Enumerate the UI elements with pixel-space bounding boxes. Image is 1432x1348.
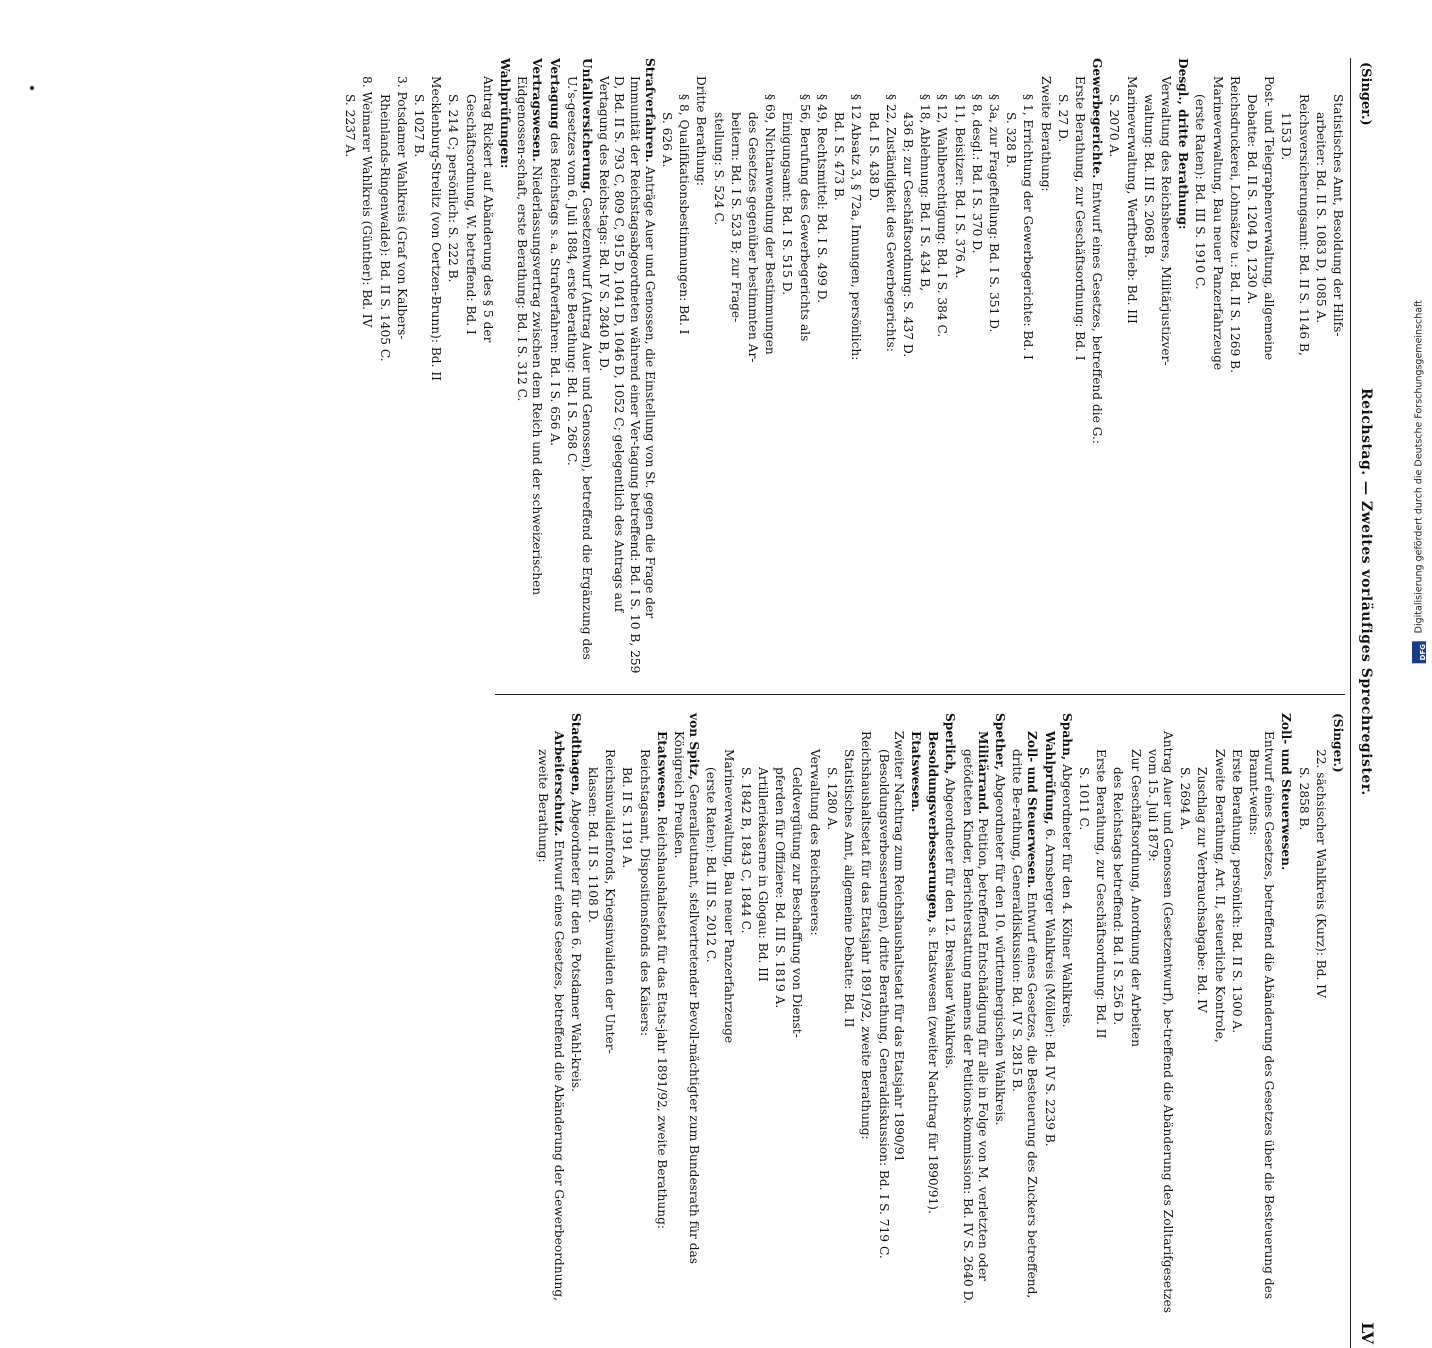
entry-text: Generalleutnant, stellvertretender Bevoll-mächtigter zum Bundesrath für das Königreich Preußen. (672, 731, 702, 1265)
entry-text: beitern: Bd. I S. 523 B; zur Frage- (728, 112, 743, 323)
entry-text: S. 1280 A. (824, 767, 839, 831)
entry-text: Anträge Auer und Genossen, die Einstellung von St. gegen die Frage der Immunität der Reichstagsabgeordneten während einer Ver-tagung betreffend: Bd. I S. 10 B, 259 D, Bd. II S. 793 C, 809 C, 915 D, 1041 D, 1046 D, 1052 C; gelegentlich des Antrags auf Vertagung des Reichs-tags: Bd. IV S. 2840 B, D. (597, 76, 657, 674)
register-entry (480, 58, 495, 678)
entry-text: 6. Arnsberger Wahlkreis (Möller): Bd. IV S. 2239 B. (1042, 828, 1057, 1147)
register-entry (564, 58, 594, 678)
entry-text: § 49, Rechtsmittel: Bd. I S. 499 D. (814, 94, 829, 303)
rotated-page (85, 58, 1377, 1344)
register-entry (934, 58, 949, 678)
register-entry (428, 58, 443, 678)
entry-text: Abgeordneter für den 4. Kölner Wahlkreis. (1059, 764, 1074, 1028)
entry-text: Entwurf eines Gesetzes, betreffend die G.: (1090, 182, 1105, 445)
register-entry (992, 713, 1007, 1333)
entry-text: klassen: Bd. II S. 1108 D. (586, 767, 601, 923)
entry-text: Antrag Rickert auf Abänderung des § 5 der (480, 76, 495, 343)
entry-text: 22. sächsischer Wahlkreis (Kurz): Bd. IV (1313, 749, 1328, 998)
page-title: Reichstag. — Zweites vorläufiges Sprechregister. (1358, 388, 1374, 796)
register-entry (654, 713, 669, 1333)
register-entry (951, 58, 966, 678)
register-entry (745, 58, 760, 678)
register-entry (908, 713, 923, 1333)
register-entry (1003, 58, 1018, 678)
entry-text: § 11, Beisitzer: Bd. I S. 376 A. (952, 94, 967, 279)
register-entry (772, 713, 787, 1333)
entry-text: Geschäftsordnung, W. betreffend: Bd. I (463, 94, 478, 335)
entry-text: Abgeordneter für den 12. Breslauer Wahlkreis. (943, 778, 958, 1069)
entry-text: des Reichstags betreffend: Bd. I S. 256 D. (1111, 767, 1126, 1026)
entry-text: Reichshaushaltsetat für das Etatsjahr 1891/92, zweite Berathung: (859, 731, 874, 1140)
register-entry (1059, 713, 1074, 1333)
entry-heading: Vertragswesen. (530, 58, 545, 162)
entry-heading: Spahn, (1059, 713, 1074, 761)
entry-text: Reichsinvalidenfonds, Kriegsinvaliden der Unter- (603, 749, 618, 1054)
register-entry (883, 58, 898, 678)
register-entry (1110, 713, 1125, 1333)
entry-text: Rheinlands-Ringenwalde): Bd. II S. 1405 C. (377, 94, 392, 362)
entry-text: 3. Potsdamer Wahlkreis (Graf von Kalbers- (394, 76, 409, 340)
register-entry (1209, 58, 1224, 678)
register-entry (693, 58, 708, 678)
entry-text: waltung: Bd. III S. 2068 B. (1141, 94, 1156, 259)
register-entry (1246, 713, 1276, 1333)
register-entry (1145, 713, 1175, 1333)
entry-heading: Strafverfahren. (642, 58, 657, 163)
entry-text: Marineverwaltung, Bau neuer Panzerfahrzeuge (721, 749, 736, 1044)
entry-heading: (Singer.) (1331, 713, 1345, 773)
register-entry (1020, 58, 1035, 678)
register-entry (1211, 713, 1226, 1333)
entry-text: Reichsversicherungsamt: Bd. II S. 1146 B, (1296, 94, 1311, 356)
entry-text: pferden für Offiziere: Bd. III S. 1819 A. (773, 767, 788, 1009)
register-entry (1158, 58, 1173, 678)
register-entry (720, 713, 735, 1333)
register-entry (797, 58, 812, 678)
entry-text: S. 1027 B. (412, 94, 427, 158)
entry-text: S. 1842 B, 1843 C, 1844 C. (738, 767, 753, 934)
register-entry (900, 58, 915, 678)
entry-text: Marineverwaltung, Bau neuer Panzerfahrzeuge (1210, 76, 1225, 371)
register-entry (1278, 58, 1293, 678)
register-entry (1313, 58, 1328, 678)
register-entry (1141, 58, 1156, 678)
entry-text: Zweite Berathung: (1038, 76, 1053, 192)
register-entry (703, 713, 718, 1333)
register-entry (1127, 713, 1142, 1333)
entry-text: des Reichstags s. a. Strafverfahren: Bd. I S. 656 A. (547, 132, 562, 447)
register-entry (585, 713, 600, 1333)
register-entry (1089, 58, 1104, 678)
entry-text: S. 2237 A. (343, 94, 358, 158)
register-entry (546, 58, 561, 678)
entry-heading: Zoll- und Steuerwesen. (1279, 713, 1294, 871)
entry-heading: von Spitz, (687, 713, 702, 781)
entry-text: Zur Geschäftsordnung, Anordnung der Arbeiten (1128, 749, 1143, 1047)
entry-text: Mecklenburg-Strelitz (von Oertzen-Brunn): Bd. II (429, 76, 444, 381)
entry-text: § 69, Nichtanwendung der Bestimmungen (763, 94, 778, 355)
entry-heading: Wahlprüfung, (1042, 731, 1057, 825)
page-header (1350, 58, 1375, 1348)
entry-text: Einigungsamt: Bd. I S. 515 D. (780, 112, 795, 296)
register-entry (1123, 58, 1138, 678)
entry-heading: Arbeiterschutz. (551, 731, 566, 837)
register-entry (445, 58, 460, 678)
entry-heading: Gewerbegerichte. (1090, 58, 1105, 179)
entry-text: S. 214 C; persönlich: S. 222 B. (446, 94, 461, 283)
entry-text: Antrag Auer und Genossen (Gesetzentwurf), be-treffend die Abänderung des Zolltarifgesetzes vom 15. Juli 1879: (1145, 731, 1175, 1313)
entry-text: (erste Raten): Bd. III S. 2012 C. (704, 767, 719, 963)
entry-text: s. Etatswesen (zweiter Nachtrag für 1890/91). (926, 926, 941, 1214)
register-entry (1278, 713, 1293, 1333)
register-entry (875, 713, 905, 1333)
entry-text: (erste Raten): Bd. III S. 1910 C. (1193, 94, 1208, 290)
register-entry (676, 58, 691, 678)
entry-text: Bd. I S. 473 B. (832, 112, 847, 201)
entry-text: Erste Berathung, zur Geschäftsordnung: Bd. I (1072, 76, 1087, 361)
register-entry (376, 58, 391, 678)
register-entry (1330, 58, 1345, 678)
register-entry (1106, 58, 1121, 678)
register-entry (858, 713, 873, 1333)
entry-text: Gesetzentwurf (Antrag Auer und Genossen), betreffend die Ergänzung des U.'s-gesetzes vom 6. Juli 1884, erste Berathung: Bd. I S. 268 C. (564, 76, 595, 660)
register-entry (1055, 58, 1070, 678)
register-entry (1229, 713, 1244, 1333)
entry-text: § 12, Wahlberechtigung: Bd. I S. 384 C. (935, 94, 950, 338)
credit-text: Digitalisierung gefördert durch die Deutsche Forschungsgemeinschaft (1413, 300, 1425, 634)
register-entry (1244, 58, 1259, 678)
scan-speck (30, 86, 34, 90)
entry-heading: Unfallversicherung. (580, 58, 595, 194)
entry-heading: Stadthagen, (568, 713, 583, 796)
register-entry (738, 713, 753, 1333)
register-entry (1093, 713, 1108, 1333)
entry-text: S. 27 D. (1055, 94, 1070, 143)
register-entry (789, 713, 804, 1333)
register-entry (535, 713, 565, 1333)
register-entry (596, 58, 657, 678)
register-entry (636, 713, 651, 1333)
entry-heading: Militärrand. (975, 731, 990, 815)
register-entry (865, 58, 880, 678)
entry-text: Erste Berathung, persönlich: Bd. II S. 1300 A. (1229, 749, 1244, 1034)
dfg-logo: DFG (1412, 641, 1426, 663)
entry-text: Zweite Berathung, Art. II, steuerliche Kontrole, (1212, 749, 1227, 1043)
register-entry (411, 58, 426, 678)
register-entry (1261, 58, 1276, 678)
entry-text: § 18, Ablehnung: Bd. I S. 434 B, (918, 94, 933, 291)
entry-text: 436 B; zur Geschäftsordnung: S. 437 D. (900, 112, 915, 358)
register-entry (807, 713, 822, 1333)
entry-text: Petition, betreffend Entschädigung für alle in Folge von M. verletzten oder getödteten Kinder, Berichterstattung namens der Petitions-kommission: Bd. IV S. 2640 D. (960, 749, 990, 1304)
entry-text: Reichsdruckerei, Lohnsätze u.: Bd. II S. 1269 B. (1227, 76, 1242, 373)
register-entry (497, 58, 512, 678)
register-entry (462, 58, 477, 678)
register-entry (917, 58, 932, 678)
entry-text: Geldvergütung zur Beschaffung von Dienst- (790, 767, 805, 1038)
register-entry (1175, 58, 1190, 678)
left-column (340, 58, 1345, 678)
register-entry (969, 58, 984, 678)
entry-text: Statistisches Amt, allgemeine Debatte: Bd. II (842, 749, 857, 1028)
entry-text: Verwaltung des Reichsheeres, Militärjustizver- (1158, 76, 1173, 366)
entry-text: § 8, desgl.: Bd. I S. 370 D. (969, 94, 984, 254)
entry-text: Verwaltung des Reichsheeres: (807, 749, 822, 936)
entry-text: Dritte Berathung: (694, 76, 709, 186)
entry-text: Statistisches Amt, Besoldung der Hilfs- (1331, 94, 1345, 337)
entry-heading: Spether, (992, 713, 1007, 771)
register-entry (1295, 713, 1310, 1333)
running-head-left: (Singer.) (1358, 62, 1373, 126)
entry-text: § 8, Qualifikationsbestimmungen: Bd. I (677, 94, 692, 335)
register-entry (1041, 713, 1056, 1333)
entry-text: § 1, Errichtung der Gewerbegerichte: Bd. I (1021, 94, 1036, 360)
register-entry (986, 58, 1001, 678)
register-entry (762, 58, 777, 678)
digitization-credit (1412, 300, 1426, 663)
register-entry (1313, 713, 1328, 1333)
register-entry (671, 713, 701, 1333)
entry-text: S. 2070 A. (1107, 94, 1122, 158)
entry-text: S. 1011 C. (1076, 767, 1091, 831)
page-number: LV (1358, 1322, 1377, 1344)
entry-text: Zweiter Nachtrag zum Reichshaushaltsetat für das Etatsjahr 1890/91 (Besoldungsverbesserungen), dritte Berathung, Generaldiskussion: Bd. I S. 719 C. (876, 731, 906, 1259)
entry-text: Bd. II S. 1191 A. (620, 767, 635, 869)
entry-text: 1153 D. (1279, 112, 1294, 161)
register-entry (841, 713, 856, 1333)
register-entry (1227, 58, 1242, 678)
entry-text: Marineverwaltung, Werftbetrieb: Bd. III (1124, 76, 1139, 324)
register-entry (959, 713, 989, 1333)
right-column (533, 713, 1345, 1333)
register-entry (925, 713, 940, 1333)
entry-heading: Besoldungsverbesserungen, (926, 731, 941, 923)
register-entry (394, 58, 409, 678)
entry-text: Zuschlag zur Verbrauchsabgabe: Bd. IV (1195, 767, 1210, 1013)
register-entry (514, 58, 544, 678)
entry-text: des Gesetzes gegenüber bestimmten Ar- (746, 112, 761, 363)
entry-text: Bd. I S. 438 D. (866, 112, 881, 202)
entry-heading: Zoll- und Steuerwesen. (1025, 731, 1040, 889)
entry-text: Abgeordneter für den 10. württembergischen Wahlkreis. (992, 773, 1007, 1126)
entry-text: Entwurf eines Gesetzes, betreffend die Abänderung der Gewerbeordnung, zweite Berathung: (536, 749, 566, 1302)
register-entry (342, 58, 357, 678)
register-entry (1194, 713, 1209, 1333)
register-entry (1076, 713, 1091, 1333)
register-entry (1177, 713, 1192, 1333)
entry-text: Post- und Telegraphenverwaltung, allgemeine (1262, 76, 1277, 361)
entry-heading: Vertagung (547, 58, 562, 129)
entry-text: § 56, Berufung des Gewerbegerichts als (797, 94, 812, 342)
entry-text: Reichshaushaltsetat für das Etats-jahr 1891/92, zweite Berathung: (654, 816, 669, 1230)
entry-text: Niederlassungsvertrag zwischen dem Reich und der schweizerischen Eidgenossen-schaft, erste Berathung: Bd. I S. 312 C. (515, 76, 545, 596)
register-entry (602, 713, 617, 1333)
entry-heading: Wahlprüfungen: (498, 58, 513, 169)
register-entry (779, 58, 794, 678)
register-entry (1072, 58, 1087, 678)
entry-heading: Sperlich, (943, 713, 958, 775)
register-entry (831, 58, 846, 678)
register-entry (755, 713, 770, 1333)
register-entry (1037, 58, 1052, 678)
register-entry (568, 713, 583, 1333)
entry-text: Reichstagsamt, Dispositionsfonds des Kaisers: (637, 749, 652, 1037)
entry-text: § 22, Zuständigkeit des Gewerbegerichts: (883, 94, 898, 352)
entry-text: Entwurf eines Gesetzes, die Besteuerung des Zuckers betreffend, dritte Be-rathung, Generaldiskussion: Bd. IV S. 2815 B. (1010, 749, 1040, 1299)
entry-heading: Desgl., dritte Berathung: (1176, 58, 1191, 230)
entry-heading: Etatswesen. (654, 731, 669, 813)
entry-text: 8. Weimarer Wahlkreis (Günther): Bd. IV (360, 76, 375, 328)
entry-text: § 3a, zur Frageftellung: Bd. I S. 351 D. (986, 94, 1001, 333)
entry-text: stellung: S. 524 C. (711, 112, 726, 226)
register-entry (1192, 58, 1207, 678)
register-entry (659, 58, 674, 678)
entry-heading: Etatswesen. (908, 731, 923, 813)
entry-text: § 12 Absatz 3, § 72a, Innungen, persönlich: (849, 94, 864, 361)
register-entry (619, 713, 634, 1333)
register-entry (848, 58, 863, 678)
column-divider (495, 694, 1345, 695)
entry-text: Entwurf eines Gesetzes, betreffend die Abänderung des Gesetzes über die Besteuerung des Brannt-weins: (1246, 731, 1277, 1300)
entry-text: arbeiter: Bd. II S. 1083 D, 1085 A. (1313, 112, 1328, 324)
entry-text: Erste Berathung, zur Geschäftsordnung: Bd. II (1094, 749, 1109, 1039)
entry-text: Abgeordneter für den 6. Potsdamer Wahl-kreis. (568, 799, 583, 1093)
entry-text: S. 2858 B. (1296, 767, 1311, 831)
register-entry (710, 58, 725, 678)
entry-text: S. 626 A. (660, 112, 675, 168)
register-entry (728, 58, 743, 678)
register-entry (1330, 713, 1345, 1333)
register-entry (942, 713, 957, 1333)
entry-text: Artilleriekaserne in Glogau: Bd. III (756, 767, 771, 982)
register-entry (1295, 58, 1310, 678)
register-entry (1009, 713, 1039, 1333)
entry-text: Debatte: Bd. II S. 1204 D, 1230 A. (1244, 94, 1259, 305)
register-entry (824, 713, 839, 1333)
register-entry (814, 58, 829, 678)
entry-text: S. 2694 A. (1178, 767, 1193, 831)
register-entry (359, 58, 374, 678)
entry-text: S. 328 B. (1004, 112, 1019, 168)
